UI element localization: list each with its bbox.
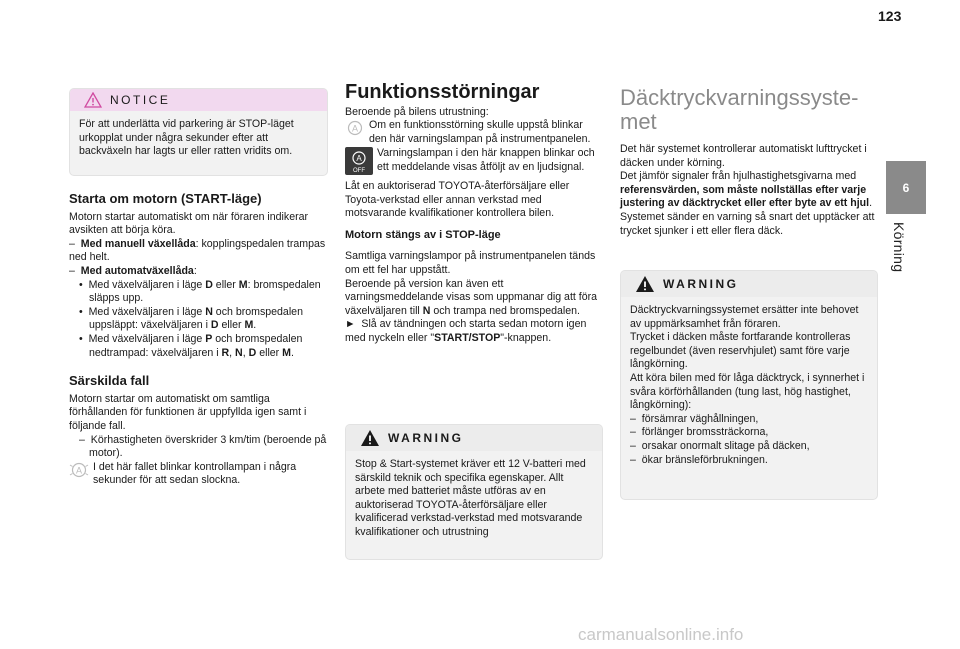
malfunction-intro: Beroende på bilens utrustning: [345,105,489,118]
svg-text:A: A [351,123,359,134]
button-row [345,147,603,180]
tpms-p1: Det här systemet kontrollerar automatiskt lufttrycket i däcken under körning. [620,143,867,169]
battery-warning-title: WARNING [388,431,464,445]
tpms-warning-3: Att köra bilen med för låga däcktryck, i synnerhet i svåra körförhållanden (tung last, hög hastighet, långkörning): [630,371,865,412]
warning-triangle-icon [635,275,655,293]
heading-stop-mode: Motorn stängs av i STOP-läge [345,228,501,241]
heading-malfunctions: Funktionsstörningar [345,81,540,103]
heading-tpms-line2: met [620,109,657,134]
stop-text-1: Samtliga varningslampor på instrumentpanelen tänds om ett fel har uppstått. [345,250,596,276]
tpms-warning-body [621,297,877,475]
auto-gearbox-item: – Med automatväxellåda: [69,264,197,277]
stop-text-2: Beroende på version kan även ett varningsmeddelande visas som uppmanar dig att föra växelväljaren till N och trampa ned bromspedalen. [345,277,598,317]
lamp-text: Om en funktionsstörning skulle uppstå blinkar den här varningslampan på instrumentpanelen. [369,119,591,145]
tpms-warning-box [620,270,878,500]
battery-warning-box [345,424,603,560]
notice-header [70,89,327,111]
list-item: – ökar bränsleförbrukningen. [630,453,768,466]
stop-text-3: ► Slå av tändningen och starta sedan motorn igen med nyckeln eller "START/STOP"-knappen. [345,318,587,344]
special-icon-text: I det här fallet blinkar kontrollampan i några sekunder för att sedan slockna. [93,460,297,487]
warning-triangle-icon [360,429,380,447]
tpms-p3: Systemet sänder en varning så snart det upptäcker att trycket sjunker i ett eller flera däck. [620,210,875,237]
auto-bullet-3: • Med växelväljaren i läge P och bromspedalen nedtrampad: växelväljaren i R, N, D eller M. [79,332,303,359]
notice-title: NOTICE [110,93,171,107]
start-intro: Motorn startar automatiskt om när föraren indikerar avsikten att börja köra. [69,210,309,237]
stop-start-lamp-icon [69,461,89,484]
auto-bullet-1: • Med växelväljaren i läge D eller M: bromspedalen släpps upp. [79,278,321,305]
button-text: Varningslampan i den här knappen blinkar och ett meddelande visas åtföljt av en ljudsignal. [377,147,595,173]
special-item: – Körhastigheten överskrider 3 km/tim (beroende på motor). [79,433,327,460]
watermark: carmanualsonline.info [578,625,744,644]
heading-tpms-line1: Däcktryckvarningssyste- [620,85,859,110]
list-item: – förlänger bromssträckorna, [630,426,769,439]
chapter-label: Körning [891,222,907,273]
battery-warning-header [346,425,602,451]
lamp-row [345,119,603,146]
list-item: – försämrar väghållningen, [630,412,759,425]
notice-text: För att underlätta vid parkering är STOP-läget urkopplat under några sekunder efter att backväxeln har lagts ur eller ratten vridits om. [79,118,294,158]
tpms-warning-title: WARNING [663,277,739,291]
svg-text:OFF: OFF [353,168,365,175]
svg-text:A: A [75,465,83,476]
notice-box [69,88,328,176]
special-icon-row [69,461,327,488]
auto-bullet-2: • Med växelväljaren i läge N och bromspedalen uppsläppt: växelväljaren i D eller M. [79,305,303,332]
tpms-warning-header [621,271,877,297]
warning-triangle-icon [84,92,102,108]
chapter-tab[interactable]: 6 [886,161,926,214]
service-text: Låt en auktoriserad TOYOTA-återförsäljare eller Toyota-verkstad eller annan verkstad med motsvarande kvalifikationer kontrollera bilen. [345,179,570,220]
tpms-warning-1: Däcktryckvarningssystemet ersätter inte behovet av uppmärksamhet från föraren. [630,304,859,330]
special-text: Motorn startar om automatiskt om samtliga förhållanden för funktionen är uppfyllda igen samt i följande fall. [69,392,307,432]
battery-warning-text: Stop & Start-systemet kräver ett 12 V-batteri med särskild teknik och specifika egenskaper. Allt arbete med batteriet måste utföras av en auktoriserad TOYOTA-återförsäljare eller kvalificerad verkstad-verkstad med motsvarande kvalifikationer och utrustning [355,458,586,538]
list-item: – orsakar onormalt slitage på däcken, [630,439,810,452]
heading-start: Starta om motorn (START-läge) [69,191,262,206]
stop-start-warning-lamp-icon [345,119,365,142]
stop-start-off-button-icon [345,147,373,180]
manual-gearbox-item: – Med manuell växellåda: kopplingspedalen trampas ned helt. [69,237,326,264]
heading-special: Särskilda fall [69,373,150,389]
tpms-p2: Det jämför signaler från hjulhastighetsgivarna med referensvärden, som måste nollställas efter varje justering av däcktrycket eller efter byte av ett hjul. [620,170,873,210]
page-number: 123 [878,8,902,24]
svg-text:A: A [356,154,362,164]
tpms-warning-2: Trycket i däcken måste fortfarande kontrolleras regelbundet (även reservhjulet) samt före varje långkörning. [630,331,851,371]
